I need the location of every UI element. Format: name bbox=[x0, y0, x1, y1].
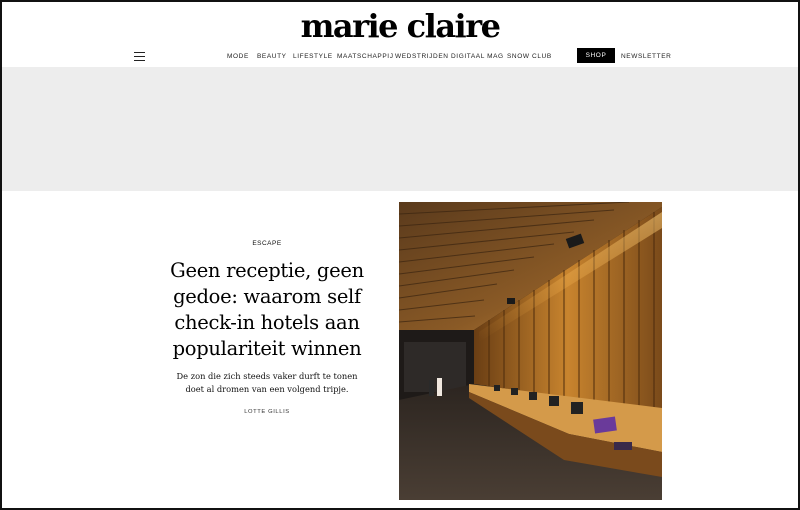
nav-item-mode[interactable]: MODE bbox=[227, 53, 249, 60]
nav-item-maatschappij[interactable]: MAATSCHAPPIJ bbox=[337, 53, 394, 60]
nav-item-lifestyle[interactable]: LIFESTYLE bbox=[293, 53, 333, 60]
article-headline[interactable]: Geen receptie, geen gedoe: waarom self check-in hotels aan populariteit winnen bbox=[170, 259, 364, 360]
ad-placeholder bbox=[2, 67, 800, 191]
article-author[interactable]: LOTTE GILLIS bbox=[244, 409, 290, 415]
nav-item-beauty[interactable]: BEAUTY bbox=[257, 53, 287, 60]
newsletter-link[interactable]: NEWSLETTER bbox=[621, 53, 672, 60]
shop-button[interactable]: SHOP bbox=[577, 48, 615, 63]
main-nav bbox=[2, 51, 800, 63]
nav-item-digitaal-mag[interactable]: DIGITAAL MAG bbox=[451, 53, 504, 60]
hotel-corridor-illustration bbox=[399, 202, 662, 500]
nav-item-snow-club[interactable]: SNOW CLUB bbox=[507, 53, 552, 60]
article-hero-image[interactable] bbox=[399, 202, 662, 500]
site-logo[interactable]: marie claire bbox=[300, 7, 500, 45]
nav-item-wedstrijden[interactable]: WEDSTRIJDEN bbox=[395, 53, 449, 60]
article-category[interactable]: ESCAPE bbox=[252, 240, 282, 247]
article-dek: De zon die zich steeds vaker durft te tonen doet al dromen van een volgend tripje. bbox=[176, 371, 358, 394]
